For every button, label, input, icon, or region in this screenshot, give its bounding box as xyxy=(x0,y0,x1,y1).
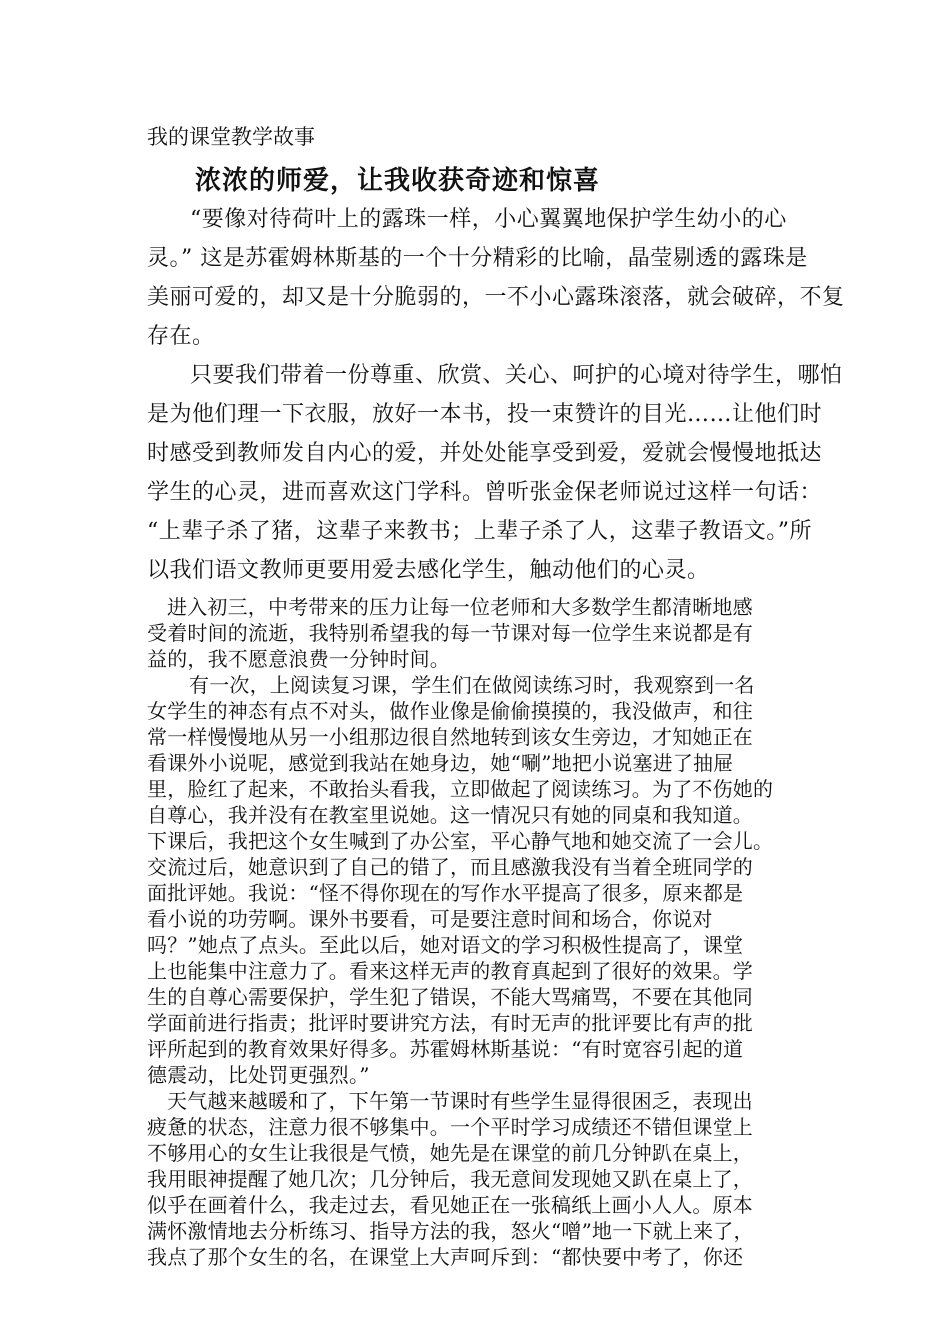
paragraph-line: 自尊心，我并没有在教室里说她。这一情况只有她的同桌和我知道。 xyxy=(147,803,753,827)
paragraph-line: 学面前进行指责；批评时要讲究方法，有时无声的批评要比有声的批 xyxy=(147,1011,753,1035)
paragraph-line: 天气越来越暖和了，下午第一节课时有些学生显得很困乏，表现出 xyxy=(167,1089,753,1113)
paragraph-line: 我用眼神提醒了她几次；几分钟后，我无意间发现她又趴在桌上了， xyxy=(147,1167,753,1191)
paragraph-line: 益的，我不愿意浪费一分钟时间。 xyxy=(147,647,450,671)
paragraph-line: 进入初三，中考带来的压力让每一位老师和大多数学生都清晰地感 xyxy=(167,595,753,619)
paragraph-line: 美丽可爱的，却又是十分脆弱的，一不小心露珠滚落，就会破碎，不复 xyxy=(147,285,845,310)
document-kicker: 我的课堂教学故事 xyxy=(147,125,315,149)
paragraph-line: 里，脸红了起来，不敢抬头看我，立即做起了阅读练习。为了不伤她的 xyxy=(147,777,774,801)
paragraph-line: 有一次，上阅读复习课，学生们在做阅读练习时，我观察到一名 xyxy=(189,673,755,697)
paragraph-line: 评所起到的教育效果好得多。苏霍姆林斯基说：“有时宽容引起的道 xyxy=(147,1037,744,1061)
paragraph-line: 看小说的功劳啊。课外书要看，可是要注意时间和场合，你说对 xyxy=(147,907,713,931)
paragraph-line: 生的自尊心需要保护，学生犯了错误，不能大骂痛骂，不要在其他同 xyxy=(147,985,753,1009)
paragraph-line: 不够用心的女生让我很是气愤，她先是在课堂的前几分钟趴在桌上， xyxy=(147,1141,753,1165)
paragraph-line: 面批评她。我说：“怪不得你现在的写作水平提高了很多，原来都是 xyxy=(147,881,744,905)
paragraph-line: 灵。” 这是苏霍姆林斯基的一个十分精彩的比喻，晶莹剔透的露珠是 xyxy=(147,246,808,271)
paragraph-line: 受着时间的流逝，我特别希望我的每一节课对每一位学生来说都是有 xyxy=(147,621,753,645)
paragraph-line: 吗？”她点了点头。至此以后，她对语文的学习积极性提高了，课堂 xyxy=(147,933,744,957)
paragraph-line: 学生的心灵，进而喜欢这门学科。曾听张金保老师说过这样一句话： xyxy=(147,480,823,505)
paragraph-line: “要像对待荷叶上的露珠一样，小心翼翼地保护学生幼小的心 xyxy=(190,207,787,232)
document-title: 浓浓的师爱，让我收获奇迹和惊喜 xyxy=(195,166,601,196)
paragraph-line: 似乎在画着什么，我走过去，看见她正在一张稿纸上画小人人。原本 xyxy=(147,1193,753,1217)
paragraph-line: 只要我们带着一份尊重、欣赏、关心、呵护的心境对待学生，哪怕 xyxy=(190,363,843,388)
paragraph-line: 常一样慢慢地从另一小组那边很自然地转到该女生旁边，才知她正在 xyxy=(147,725,753,749)
paragraph-line: 我点了那个女生的名，在课堂上大声呵斥到：“都快要中考了，你还 xyxy=(147,1245,744,1269)
paragraph-line: 满怀激情地去分析练习、指导方法的我，怒火“噌”地一下就上来了， xyxy=(147,1219,754,1243)
paragraph-line: 疲惫的状态，注意力很不够集中。一个平时学习成绩还不错但课堂上 xyxy=(147,1115,753,1139)
paragraph-line: 是为他们理一下衣服，放好一本书，投一束赞许的目光……让他们时 xyxy=(147,402,823,427)
paragraph-line: 德震动，比处罚更强烈。” xyxy=(147,1063,370,1087)
paragraph-line: 女学生的神态有点不对头，做作业像是偷偷摸摸的，我没做声，和往 xyxy=(147,699,753,723)
paragraph-line: 以我们语文教师更要用爱去感化学生，触动他们的心灵。 xyxy=(147,558,710,583)
paragraph-line: 时感受到教师发自内心的爱，并处处能享受到爱，爱就会慢慢地抵达 xyxy=(147,441,823,466)
paragraph-line: “上辈子杀了猪，这辈子来教书；上辈子杀了人，这辈子教语文。”所 xyxy=(147,519,812,544)
paragraph-line: 看课外小说呢，感觉到我站在她身边，她“唰”地把小说塞进了抽屉 xyxy=(147,751,734,775)
paragraph-line: 下课后，我把这个女生喊到了办公室，平心静气地和她交流了一会儿。 xyxy=(147,829,774,853)
paragraph-line: 存在。 xyxy=(147,324,215,349)
paragraph-line: 上也能集中注意力了。看来这样无声的教育真起到了很好的效果。学 xyxy=(147,959,753,983)
paragraph-line: 交流过后，她意识到了自己的错了，而且感激我没有当着全班同学的 xyxy=(147,855,753,879)
